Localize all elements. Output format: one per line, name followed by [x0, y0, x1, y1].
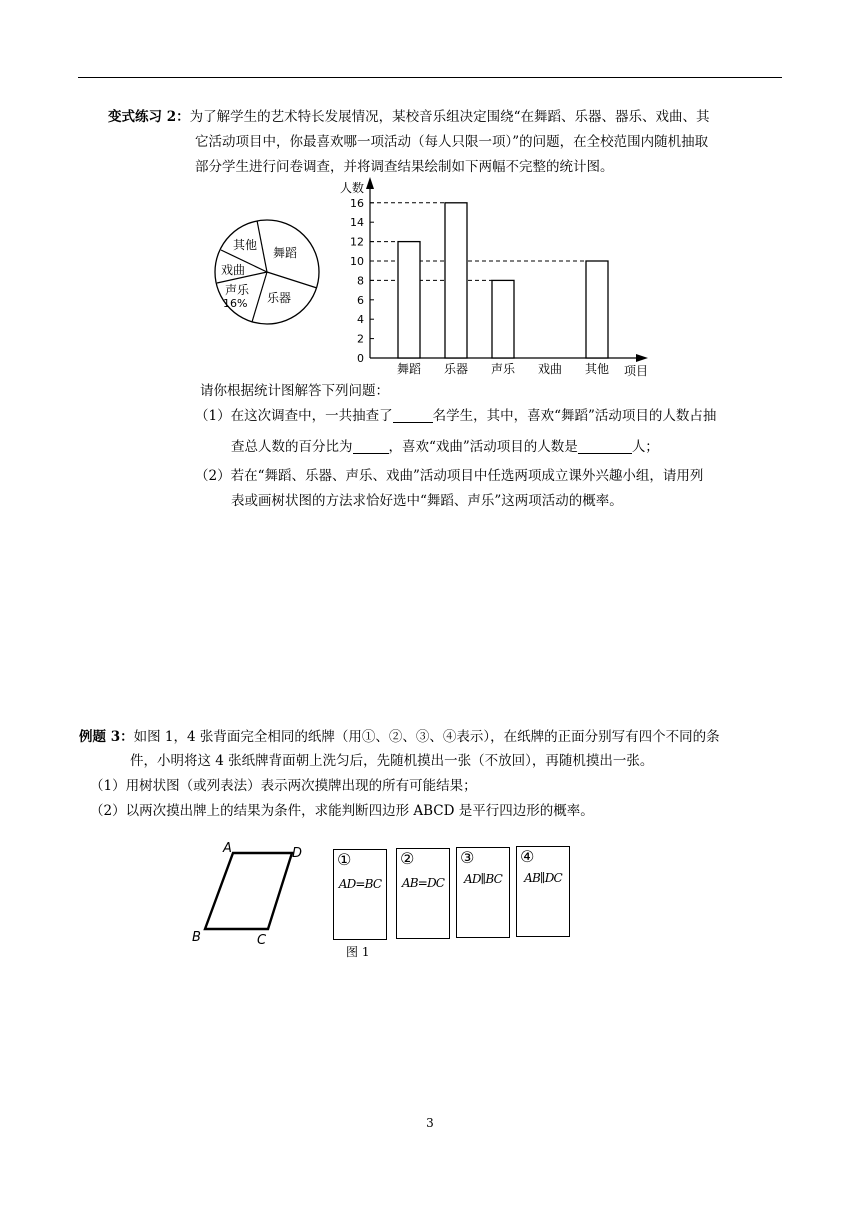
- q1-text-b: 名学生，其中，喜欢“舞蹈”活动项目的人数占抽: [432, 408, 717, 424]
- exercise2-line1: [108, 103, 710, 131]
- card-1-number: ①: [337, 850, 352, 869]
- y-axis: [366, 177, 374, 358]
- card-3-condition: AD∥BC: [463, 872, 503, 886]
- exercise2-line3: 部分学生进行问卷调查，并将调查结果绘制如下两幅不完整的统计图。: [195, 159, 614, 175]
- parallelogram-abcd: [205, 853, 292, 929]
- example3-label: 例题 3：: [79, 729, 134, 745]
- header-rule: [78, 77, 782, 78]
- exercise2-prompt: 请你根据统计图解答下列问题：: [200, 383, 389, 399]
- vertex-c: C: [257, 933, 267, 948]
- bar-2: [492, 280, 514, 358]
- q1-text-c: 查总人数的百分比为: [231, 439, 353, 455]
- vertex-d: D: [292, 846, 303, 861]
- y-tick-label-14: 14: [350, 216, 364, 230]
- x-tick-label-0: 舞蹈: [396, 362, 422, 376]
- card-1: [333, 849, 387, 940]
- y-tick-label-8: 8: [357, 274, 364, 288]
- example3-q1: （1）用树状图（或列表法）表示两次摸牌出现的所有可能结果；: [90, 778, 477, 794]
- pie-chart: [212, 215, 322, 330]
- pie-label-instrument: 乐器: [267, 291, 292, 305]
- y-tick-label-16: 16: [350, 196, 364, 210]
- vertex-a: A: [223, 841, 232, 856]
- bar-chart: [338, 172, 658, 382]
- bar-1: [445, 203, 467, 358]
- q1-text-d: ，喜欢“戏曲”活动项目的人数是: [388, 439, 578, 455]
- y-tick-label-2: 2: [357, 332, 364, 346]
- x-tick-label-4: 其他: [584, 362, 610, 376]
- exercise2-q2-line2: 表或画树状图的方法求恰好选中“舞蹈、声乐”这两项活动的概率。: [231, 493, 623, 509]
- bar-chart-xlabel: 项目: [624, 364, 649, 378]
- bar-0: [398, 242, 420, 358]
- parallelogram-figure: [188, 838, 320, 950]
- bar-chart-ylabel: 人数: [340, 181, 365, 195]
- figure-caption: 图 1: [346, 945, 370, 959]
- y-tick-labels: [350, 197, 364, 365]
- y-tick-label-4: 4: [357, 313, 364, 327]
- answer-blank-opera[interactable]: [578, 437, 632, 454]
- exercise2-q1-line2: [231, 433, 659, 461]
- card-3: [456, 847, 510, 938]
- y-tick-label-0: 0: [357, 352, 364, 365]
- card-4: [516, 846, 570, 937]
- x-tick-label-2: 声乐: [490, 362, 516, 376]
- y-tick-label-6: 6: [357, 293, 364, 307]
- exercise2-intro-1: 为了解学生的艺术特长发展情况，某校音乐组决定围绕“在舞蹈、乐器、器乐、戏曲、其: [189, 109, 710, 125]
- card-2-number: ②: [400, 849, 415, 868]
- pie-label-opera: 戏曲: [221, 263, 246, 277]
- card-1-condition: AD=BC: [338, 877, 382, 891]
- answer-blank-total[interactable]: [393, 406, 433, 423]
- x-tick-labels: [397, 361, 609, 376]
- card-2-condition: AB=DC: [401, 876, 445, 890]
- pie-label-dance: 舞蹈: [273, 246, 298, 260]
- x-tick-label-1: 乐器: [443, 362, 469, 376]
- vertex-b: B: [192, 930, 201, 945]
- q1-text-e: 人；: [631, 439, 659, 455]
- card-2: [396, 848, 450, 939]
- bar-4: [586, 261, 608, 358]
- example3-line2: 件，小明将这 4 张纸牌背面朝上洗匀后，先随机摸出一张（不放回），再随机摸出一张。: [130, 753, 654, 769]
- y-tick-label-12: 12: [350, 235, 364, 249]
- card-4-condition: AB∥DC: [524, 871, 562, 885]
- answer-blank-percent[interactable]: [353, 437, 389, 454]
- exercise2-q2-line1: （2）若在“舞蹈、乐器、声乐、戏曲”活动项目中任选两项成立课外兴趣小组，请用列: [195, 468, 704, 484]
- example3-text-1: 如图 1，4 张背面完全相同的纸牌（用①、②、③、④表示），在纸牌的正面分别写有四个不同的条: [133, 729, 720, 745]
- pie-label-vocal-pct: 16%: [223, 297, 248, 310]
- pie-label-vocal: 声乐: [225, 283, 250, 297]
- card-4-number: ④: [520, 847, 535, 866]
- y-tick-label-10: 10: [350, 255, 364, 268]
- q1-text-a: （1）在这次调查中，一共抽查了: [195, 408, 393, 424]
- exercise2-label: 变式练习 2：: [108, 109, 190, 125]
- exercise2-q1-line1: [195, 402, 716, 430]
- x-axis-arrow: [636, 354, 648, 362]
- y-axis-arrow: [366, 177, 374, 189]
- example3-q2: （2）以两次摸出牌上的结果为条件，求能判断四边形 ABCD 是平行四边形的概率。: [90, 803, 594, 819]
- card-3-number: ③: [460, 848, 475, 867]
- pie-label-other: 其他: [233, 238, 258, 252]
- page-number: 3: [426, 1116, 434, 1130]
- exercise2-line2: 它活动项目中，你最喜欢哪一项活动（每人只限一项）”的问题，在全校范围内随机抽取: [195, 134, 709, 150]
- x-tick-label-3: 戏曲: [537, 362, 563, 376]
